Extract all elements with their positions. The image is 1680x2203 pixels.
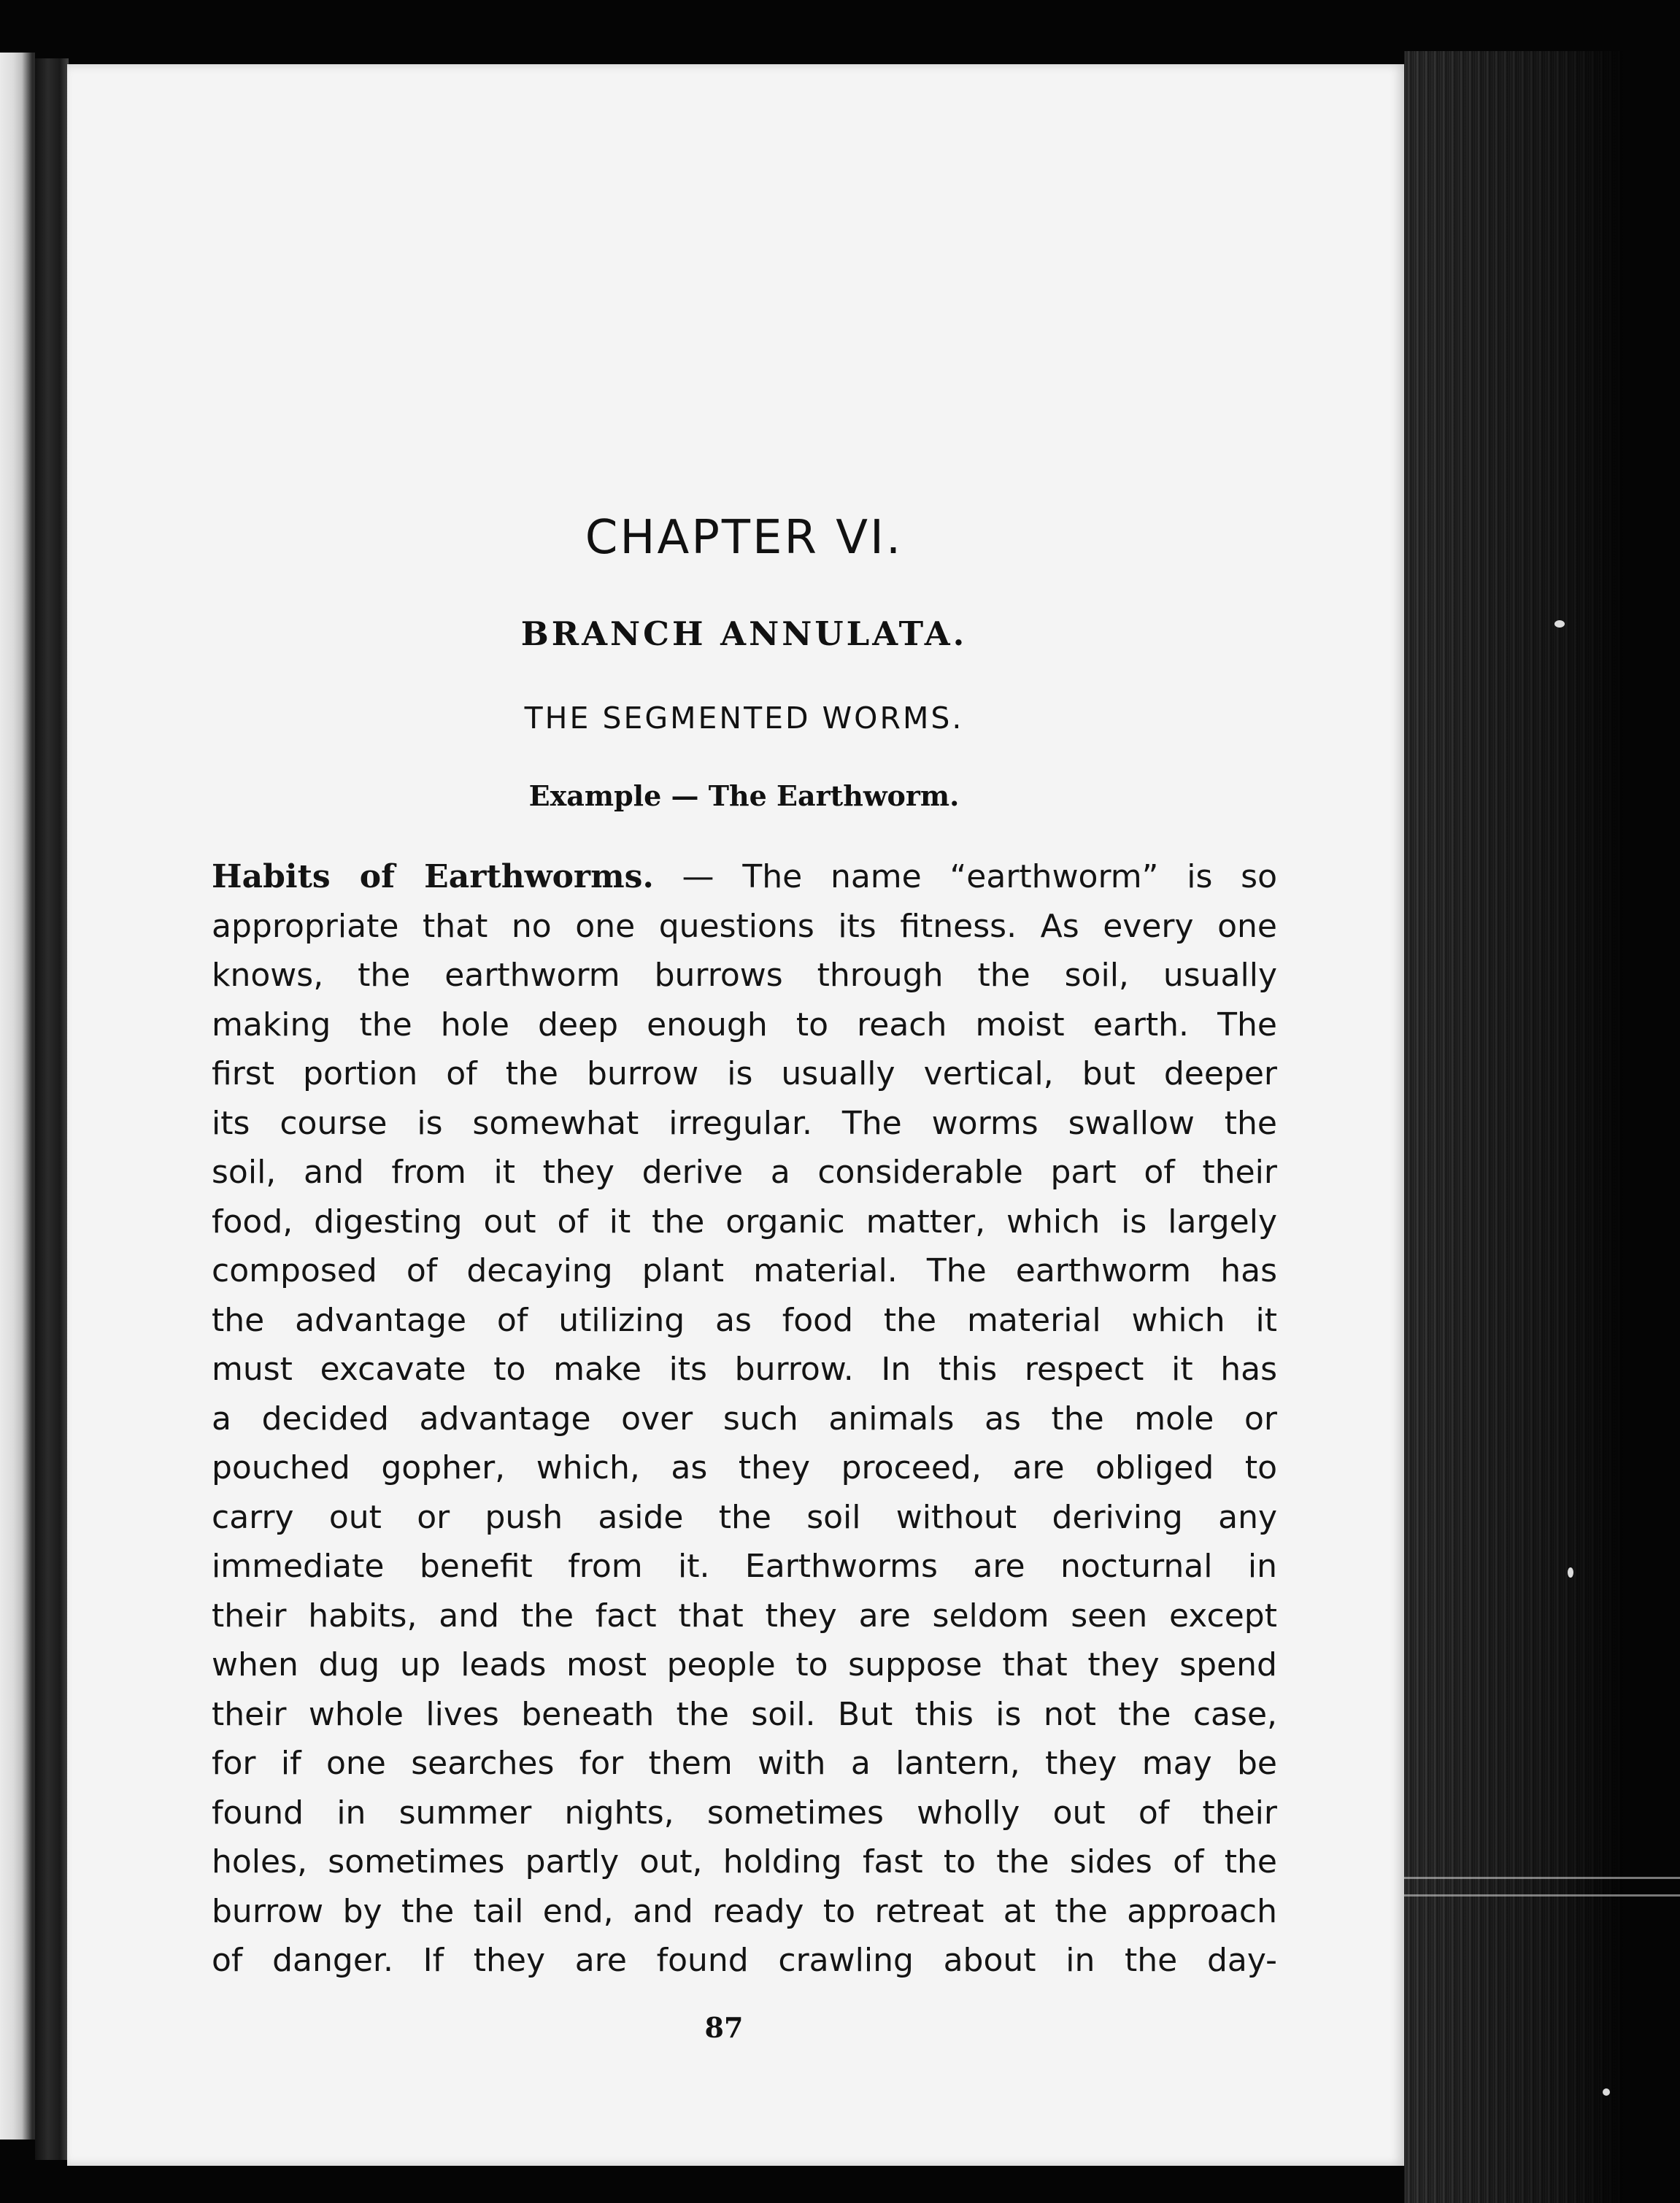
text-line: pouched gopher, which, as they proceed, are obliged to <box>212 1449 1277 1486</box>
text-line: first portion of the burrow is usually vertical, but deeper <box>212 1055 1277 1092</box>
example-heading: Example — The Earthworm. <box>528 779 960 812</box>
text-line: food, digesting out of it the organic matter, which is largely <box>212 1203 1277 1241</box>
page-block-shadow <box>1404 51 1623 2203</box>
text-line: their whole lives beneath the soil. But this is not the case, <box>212 1695 1277 1733</box>
page-number: 87 <box>704 2011 744 2044</box>
text-line: its course is somewhat irregular. The worms swallow the <box>212 1104 1277 1142</box>
facing-page-edge <box>0 53 35 2140</box>
text-line: carry out or push aside the soil without deriving any <box>212 1498 1277 1536</box>
text-line: Habits of Earthworms. — The name “earthworm” is so <box>212 858 1277 895</box>
scan-speck <box>1554 620 1565 628</box>
section-subtitle: THE SEGMENTED WORMS. <box>524 701 964 736</box>
page <box>67 64 1404 2166</box>
book-gutter <box>35 58 69 2160</box>
branch-title: BRANCH ANNULATA. <box>520 614 968 653</box>
chapter-title: CHAPTER VI. <box>585 511 903 565</box>
text-line: must excavate to make its burrow. In this respect it has <box>212 1351 1277 1388</box>
text-line: composed of decaying plant material. The earthworm has <box>212 1252 1277 1289</box>
scan-artifact-line <box>1404 1877 1680 1879</box>
paragraph-heading: Habits of Earthworms. <box>212 858 654 895</box>
scan-speck <box>1568 1567 1573 1578</box>
text-line: burrow by the tail end, and ready to retreat at the approach <box>212 1892 1277 1930</box>
text-line: found in summer nights, sometimes wholly out of their <box>212 1794 1277 1832</box>
text-line: knows, the earthworm burrows through the soil, usually <box>212 957 1277 994</box>
scan-speck <box>1603 2088 1610 2096</box>
text-line: appropriate that no one questions its fitness. As every one <box>212 907 1277 945</box>
text-line: of danger. If they are found crawling about in the day- <box>212 1942 1277 1979</box>
text-line: making the hole deep enough to reach moist earth. The <box>212 1006 1277 1043</box>
text-line: soil, and from it they derive a considerable part of their <box>212 1154 1277 1191</box>
scan-artifact-line <box>1404 1894 1680 1897</box>
text-line: when dug up leads most people to suppose that they spend <box>212 1646 1277 1683</box>
body-paragraph <box>212 852 1277 1986</box>
text-line: for if one searches for them with a lantern, they may be <box>212 1745 1277 1782</box>
text-line: immediate benefit from it. Earthworms are nocturnal in <box>212 1548 1277 1585</box>
text-line: a decided advantage over such animals as the mole or <box>212 1400 1277 1438</box>
text-line: their habits, and the fact that they are seldom seen except <box>212 1597 1277 1635</box>
text-line: holes, sometimes partly out, holding fast to the sides of the <box>212 1843 1277 1880</box>
text-line: the advantage of utilizing as food the material which it <box>212 1301 1277 1339</box>
